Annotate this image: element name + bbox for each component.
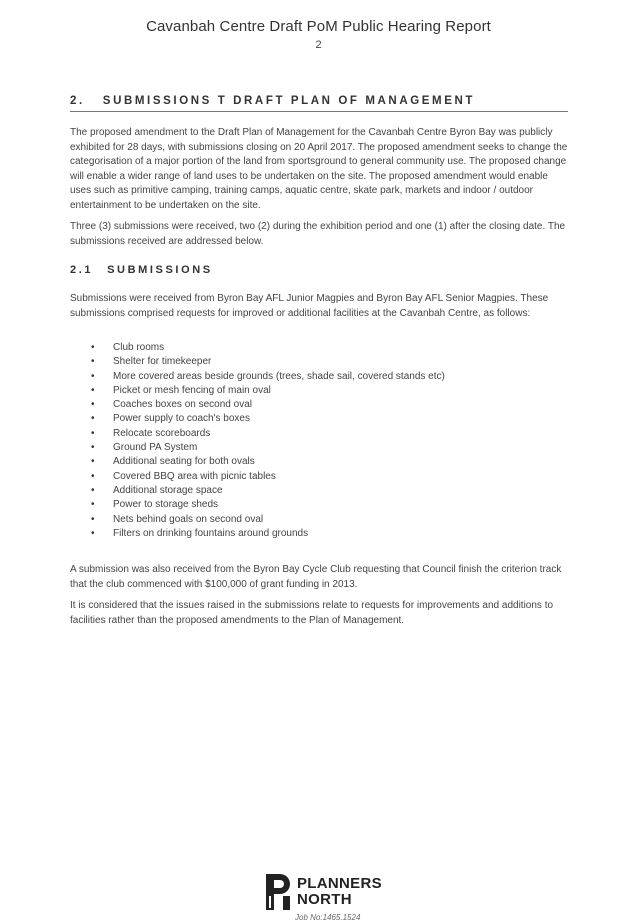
- list-item: • Covered BBQ area with picnic tables: [70, 470, 445, 484]
- bullet-icon: •: [91, 370, 95, 382]
- bullet-icon: •: [91, 470, 95, 482]
- bullet-icon: •: [91, 342, 95, 353]
- bullet-icon: •: [91, 527, 95, 539]
- bullet-icon: •: [91, 399, 95, 411]
- submission-count-paragraph: Three (3) submissions were received, two (2) during the exhibition period and one (1) after the closing date. The submissions received are addressed below.: [70, 221, 566, 247]
- page-number: 2: [315, 39, 322, 51]
- list-item: • Club rooms: [70, 341, 445, 355]
- planners-north-logo-icon: [263, 870, 293, 914]
- bullet-icon: •: [91, 456, 95, 468]
- cycle-club-paragraph: A submission was also received from the Byron Bay Cycle Club requesting that Council finish the criterion track that the club commenced with $100,000 of grant funding in 2013.: [70, 564, 562, 590]
- list-item: • Picket or mesh fencing of main oval: [70, 384, 445, 398]
- section-heading: [70, 95, 568, 112]
- bullet-icon: •: [91, 384, 95, 396]
- planners-north-logo: [263, 870, 403, 918]
- subsection-heading: [70, 264, 213, 276]
- list-item: • Nets behind goals on second oval: [70, 513, 445, 527]
- bullet-icon: •: [91, 499, 95, 511]
- bullet-icon: •: [91, 442, 95, 454]
- list-item: • Additional seating for both ovals: [70, 455, 445, 469]
- logo-line-1: PLANNERS: [297, 875, 382, 892]
- section-number: 2.: [70, 95, 85, 107]
- subsection-title: SUBMISSIONS: [107, 264, 213, 276]
- list-item: • More covered areas beside grounds (trees, shade sail, covered stands etc): [70, 370, 445, 384]
- logo-wordmark: [297, 876, 382, 908]
- bullet-icon: •: [91, 427, 95, 439]
- requests-list: [70, 341, 445, 541]
- job-number: Job No:1465.1524: [295, 913, 361, 922]
- subsection-number: 2.1: [70, 264, 94, 276]
- list-item: • Power supply to coach's boxes: [70, 412, 445, 426]
- conclusion-paragraph: It is considered that the issues raised in the submissions relate to requests for improvements and additions to facilities rather than the proposed amendments to the Plan of Management.: [70, 600, 554, 626]
- bullet-icon: •: [91, 356, 95, 368]
- list-item: • Shelter for timekeeper: [70, 355, 445, 369]
- bullet-icon: •: [91, 413, 95, 425]
- bullet-icon: •: [91, 513, 95, 525]
- list-item: • Ground PA System: [70, 441, 445, 455]
- list-item: • Relocate scoreboards: [70, 427, 445, 441]
- list-item: • Coaches boxes on second oval: [70, 398, 445, 412]
- afl-submissions-paragraph: Submissions were received from Byron Bay AFL Junior Magpies and Byron Bay AFL Senior Magpies. These submissions comprised requests for improved or additional facilities at the Cavanbah Centre, as follows:: [70, 293, 549, 319]
- list-item: • Filters on drinking fountains around grounds: [70, 527, 445, 541]
- document-header-title: Cavanbah Centre Draft PoM Public Hearing Report: [146, 18, 491, 35]
- list-item: • Additional storage space: [70, 484, 445, 498]
- logo-line-2: NORTH: [297, 891, 352, 908]
- section-title: SUBMISSIONS T DRAFT PLAN OF MANAGEMENT: [102, 95, 476, 107]
- list-item: • Power to storage sheds: [70, 498, 445, 512]
- intro-paragraph: The proposed amendment to the Draft Plan of Management for the Cavanbah Centre Byron Bay was publicly exhibited for 28 days, with submissions closing on 20 April 2017. The proposed amendment seeks to change the categorisation of a major portion of the land from sportsground to general community use. The proposed change will enable a wider range of land uses to be undertaken on the site. The proposed amendment would enable uses such as primitive camping, training camps, aquatic centre, skate park, markets and indoor / outdoor entertainment to be undertaken on the site.: [70, 127, 568, 211]
- bullet-icon: •: [91, 484, 95, 496]
